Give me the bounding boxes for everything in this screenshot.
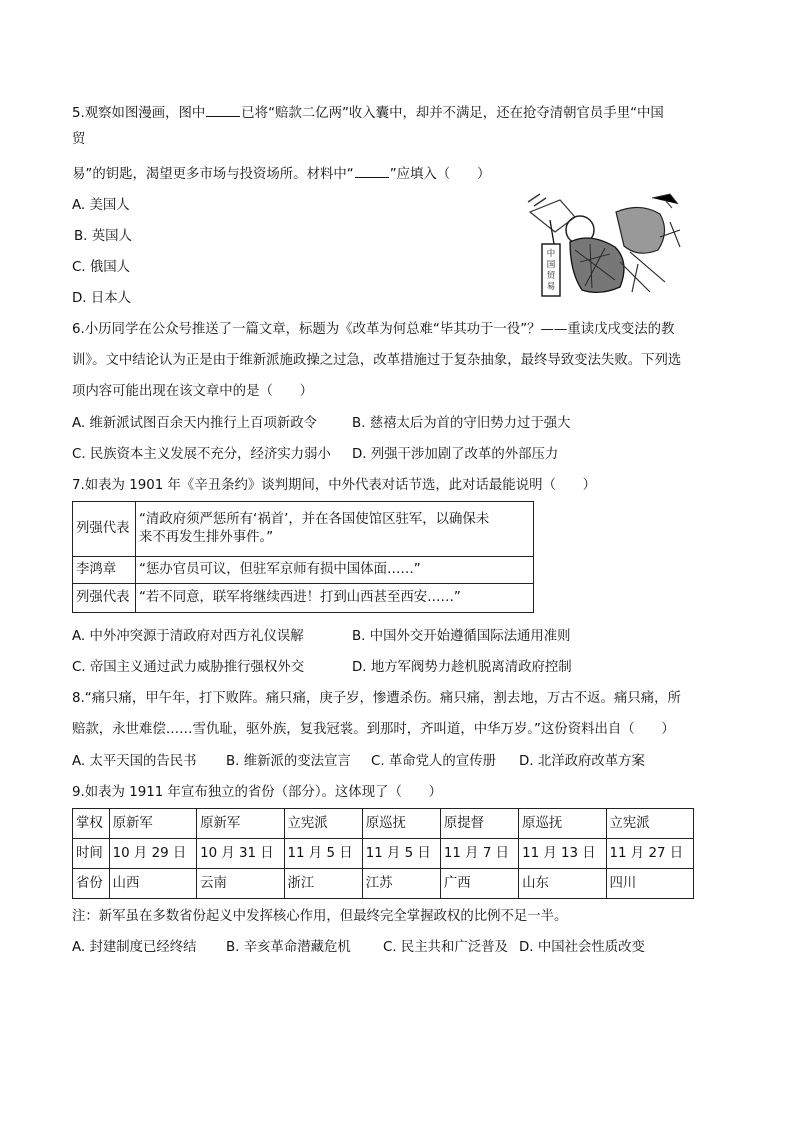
q5-blank-1 — [206, 104, 240, 117]
table-cell: 11 月 13 日 — [519, 839, 606, 869]
table-row — [73, 584, 534, 613]
table-row — [73, 502, 534, 557]
table-cell: 山东 — [519, 869, 606, 899]
q6-stem-line1: 6.小历同学在公众号推送了一篇文章，标题为《改革为何总难“毕其功于一役”？——重读戊戌变法的教 — [72, 322, 675, 337]
q6-stem-line2: 训》。文中结论认为正是由于维新派施政操之过急，改革措施过于复杂抽象，最终导致变法失败。下列选 — [72, 353, 682, 368]
q8-option-a[interactable]: A. 太平天国的告民书 — [72, 754, 197, 769]
svg-text:易: 易 — [546, 282, 556, 292]
q5-option-a[interactable]: A. 美国人 — [72, 198, 130, 213]
q6-stem-line3: 项内容可能出现在该文章中的是（ ） — [72, 384, 314, 399]
q6-option-b[interactable]: B. 慈禧太后为首的守旧势力过于强大 — [352, 416, 571, 431]
svg-text:中: 中 — [546, 249, 556, 259]
table-row — [73, 557, 534, 584]
table-cell: 原新军 — [109, 809, 196, 839]
q5-stem-line2: 易”的钥匙，渴望更多市场与投资场所。材料中“ ”应填入（ ） — [72, 167, 491, 182]
q9-province-table — [72, 808, 694, 899]
q8-option-b[interactable]: B. 维新派的变法宣言 — [226, 754, 351, 769]
q8-stem-line2: 赔款，永世难偿……雪仇耻，驱外族，复我冠裳。到那时，齐叫道，中华万岁。”这份资料出自（ ） — [72, 722, 675, 737]
q7-speaker: 列强代表 — [73, 584, 136, 613]
table-cell: 原巡抚 — [519, 809, 606, 839]
q9-stem: 9.如表为 1911 年宣布独立的省份（部分）。这体现了（ ） — [72, 785, 443, 800]
q7-dialogue: “若不同意，联军将继续西进！打到山西甚至西安……” — [136, 584, 534, 613]
q9-option-a[interactable]: A. 封建制度已经终结 — [72, 940, 197, 955]
table-row — [73, 839, 694, 869]
table-cell: 浙江 — [284, 869, 362, 899]
q6-option-d[interactable]: D. 列强干涉加剧了改革的外部压力 — [352, 447, 559, 462]
table-cell: 立宪派 — [284, 809, 362, 839]
q7-option-b[interactable]: B. 中国外交开始遵循国际法通用准则 — [352, 629, 571, 644]
q9-option-c[interactable]: C. 民主共和广泛普及 — [383, 940, 508, 955]
svg-text:国: 国 — [546, 260, 556, 270]
q7-option-a[interactable]: A. 中外冲突源于清政府对西方礼仪误解 — [72, 629, 304, 644]
q9-note: 注：新军虽在多数省份起义中发挥核心作用，但最终完全掌握政权的比例不足一半。 — [72, 909, 568, 924]
table-cell: 时间 — [73, 839, 110, 869]
q5-blank-2 — [355, 165, 389, 178]
table-cell: 原提督 — [440, 809, 518, 839]
q8-stem-line1: 8.“痛只痛，甲午年，打下败阵。痛只痛，庚子岁，惨遭杀伤。痛只痛，割去地，万古不返。痛只痛，所 — [72, 691, 681, 706]
q5-stem-line1-wrap: 贸 — [72, 132, 86, 147]
q9-option-b[interactable]: B. 辛亥革命潜藏危机 — [226, 940, 351, 955]
q7-dialogue-table — [72, 501, 534, 613]
table-cell: 11 月 7 日 — [440, 839, 518, 869]
table-cell: 四川 — [606, 869, 694, 899]
table-row — [73, 869, 694, 899]
q7-option-c[interactable]: C. 帝国主义通过武力威胁推行强权外交 — [72, 660, 305, 675]
table-cell: 广西 — [440, 869, 518, 899]
q7-option-d[interactable]: D. 地方军阀势力趁机脱离清政府控制 — [352, 660, 572, 675]
q6-option-a[interactable]: A. 维新派试图百余天内推行上百项新政令 — [72, 416, 318, 431]
q8-option-d[interactable]: D. 北洋政府改革方案 — [519, 754, 645, 769]
table-cell: 云南 — [197, 869, 284, 899]
table-cell: 10 月 29 日 — [109, 839, 196, 869]
q7-speaker: 列强代表 — [73, 502, 136, 557]
q7-dialogue: “清政府须严惩所有‘祸首’，并在各国使馆区驻军，以确保未 来不再发生排外事件。” — [136, 502, 534, 557]
q7-stem: 7.如表为 1901 年《辛丑条约》谈判期间，中外代表对话节选，此对话最能说明（ ） — [72, 478, 597, 493]
table-cell: 立宪派 — [606, 809, 694, 839]
table-cell: 江苏 — [362, 869, 440, 899]
table-row — [73, 809, 694, 839]
table-cell: 11 月 5 日 — [362, 839, 440, 869]
q5-cartoon-image — [520, 192, 685, 298]
table-cell: 山西 — [109, 869, 196, 899]
q7-dialogue: “惩办官员可议，但驻军京师有损中国体面……” — [136, 557, 534, 584]
q5-stem-line1: 5.观察如图漫画，图中 已将“赔款二亿两”收入囊中，却并不满足，还在抢夺清朝官员手里“中国 — [72, 106, 664, 121]
table-cell: 11 月 27 日 — [606, 839, 694, 869]
svg-text:贸: 贸 — [546, 271, 556, 281]
q8-option-c[interactable]: C. 革命党人的宣传册 — [371, 754, 496, 769]
q7-speaker: 李鸿章 — [73, 557, 136, 584]
table-cell: 10 月 31 日 — [197, 839, 284, 869]
table-cell: 省份 — [73, 869, 110, 899]
table-cell: 原巡抚 — [362, 809, 440, 839]
table-cell: 掌权 — [73, 809, 110, 839]
q5-option-c[interactable]: C. 俄国人 — [72, 260, 131, 275]
q5-option-d[interactable]: D. 日本人 — [72, 291, 131, 306]
table-cell: 原新军 — [197, 809, 284, 839]
q5-option-b[interactable]: B. 英国人 — [74, 229, 132, 244]
table-cell: 11 月 5 日 — [284, 839, 362, 869]
q9-option-d[interactable]: D. 中国社会性质改变 — [519, 940, 645, 955]
q6-option-c[interactable]: C. 民族资本主义发展不充分，经济实力弱小 — [72, 447, 331, 462]
